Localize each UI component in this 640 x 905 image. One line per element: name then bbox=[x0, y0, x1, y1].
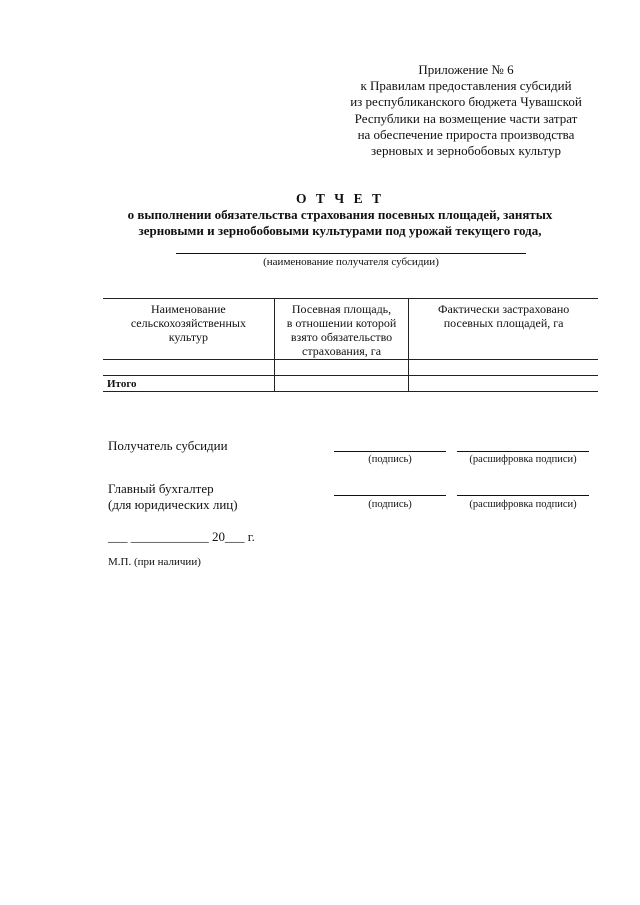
header-crop-name bbox=[103, 299, 274, 360]
appendix-line: Республики на возмещение части затрат bbox=[354, 110, 578, 126]
header-text: Наименование bbox=[151, 302, 226, 316]
table-cell[interactable] bbox=[409, 376, 598, 392]
recipient-name-field[interactable] bbox=[176, 253, 526, 254]
accountant-decoding-field[interactable] bbox=[457, 495, 589, 496]
recipient-caption: (наименование получателя субсидии) bbox=[263, 256, 439, 268]
header-text: Посевная площадь, bbox=[291, 302, 392, 316]
accountant-note: (для юридических лиц) bbox=[108, 497, 238, 512]
recipient-signature-field[interactable] bbox=[334, 451, 446, 452]
appendix-line: на обеспечение прироста производства bbox=[357, 126, 575, 142]
appendix-line: зерновых и зернобобовых культур bbox=[371, 143, 561, 159]
header-text: Фактически застраховано bbox=[437, 302, 570, 316]
appendix-line: из республиканского бюджета Чувашской bbox=[350, 94, 582, 110]
header-text: культур bbox=[168, 330, 208, 344]
subtitle-line: зерновыми и зернобобовыми культурами под урожай текущего года, bbox=[138, 223, 542, 238]
report-title: О Т Ч Е Т bbox=[296, 191, 384, 206]
header-insured-area bbox=[409, 299, 598, 360]
report-table bbox=[103, 298, 598, 392]
table-cell[interactable] bbox=[274, 376, 408, 392]
header-text: посевных площадей, га bbox=[443, 316, 564, 330]
table-cell[interactable] bbox=[103, 360, 274, 376]
table-header-row bbox=[103, 299, 598, 360]
accountant-label: Главный бухгалтер bbox=[108, 481, 214, 496]
appendix-line: Приложение № 6 bbox=[418, 62, 514, 77]
header-committed-area bbox=[274, 299, 408, 360]
table-row bbox=[103, 360, 598, 376]
stamp-note: М.П. (при наличии) bbox=[108, 556, 201, 568]
table-total-row bbox=[103, 376, 598, 392]
appendix-reference bbox=[320, 62, 612, 159]
decoding-caption: (расшифровка подписи) bbox=[469, 499, 577, 510]
signature-caption: (подпись) bbox=[368, 454, 412, 465]
subtitle-line: о выполнении обязательства страхования посевных площадей, занятых bbox=[127, 207, 553, 222]
header-text: сельскохозяйственных bbox=[130, 316, 246, 330]
decoding-caption: (расшифровка подписи) bbox=[469, 454, 577, 465]
appendix-line: к Правилам предоставления субсидий bbox=[360, 78, 572, 94]
table-cell[interactable] bbox=[409, 360, 598, 376]
report-subtitle bbox=[70, 207, 610, 239]
recipient-label: Получатель субсидии bbox=[108, 438, 228, 453]
date-field[interactable]: ___ ____________ 20___ г. bbox=[108, 529, 255, 544]
header-text: в отношении которой bbox=[286, 316, 397, 330]
signature-caption: (подпись) bbox=[368, 499, 412, 510]
total-label: Итого bbox=[103, 376, 274, 392]
header-text: взято обязательство bbox=[290, 330, 393, 344]
table-cell[interactable] bbox=[274, 360, 408, 376]
accountant-signature-field[interactable] bbox=[334, 495, 446, 496]
header-text: страхования, га bbox=[302, 344, 382, 358]
recipient-decoding-field[interactable] bbox=[457, 451, 589, 452]
